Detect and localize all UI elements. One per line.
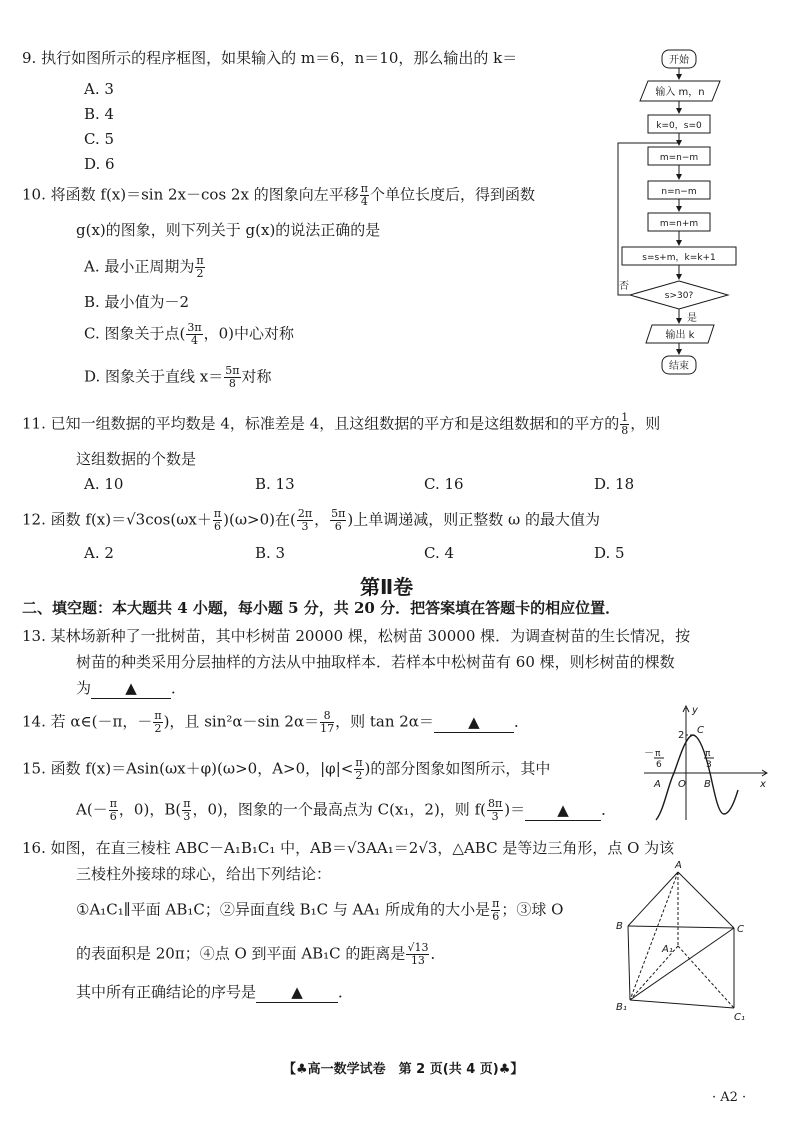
section-heading: 二、填空题：本大题共 4 小题，每小题 5 分，共 20 分．把答案填在答题卡的相应位置． [22, 599, 621, 617]
q9-stem: 9. 执行如图所示的程序框图，如果输入的 m＝6，n＝10，那么输出的 k＝ [22, 49, 518, 67]
flow-input-text: 输入 m，n [655, 87, 705, 98]
footer-text: 【♣高一数学试卷 第 2 页(共 4 页)♣】 [283, 1062, 524, 1077]
graph-b-den: 3 [706, 760, 712, 770]
q12-frac1 [213, 508, 222, 533]
footer-code: · A2 · [712, 1090, 747, 1105]
q15-answer-blank[interactable] [525, 800, 601, 821]
q15-b-num: π [183, 797, 191, 810]
q16-line2: 三棱柱外接球的球心，给出下列结论： [76, 865, 332, 883]
q10-option-b: B. 最小值为－2 [84, 293, 190, 311]
q15-line2-e: ． [601, 800, 617, 819]
graph-neg-sign: － [644, 748, 654, 759]
q15-line2-d: )＝ [504, 800, 526, 819]
graph-point-b: B [704, 779, 711, 790]
q14-frac2 [320, 710, 334, 735]
q15-c-num: 8π [487, 797, 503, 810]
q12-stem-b: )(ω>0)在( [223, 510, 296, 529]
q15-stem-a: 15. 函数 f(x)＝Asin(ωx＋φ)(ω>0，A>0，|φ|< [22, 759, 354, 778]
q15-line2-b: ，0)，B( [118, 800, 182, 819]
q12-option-c: C. 4 [424, 544, 455, 562]
flow-step2-text: n=n−m [661, 187, 697, 197]
q11-option-c: C. 16 [424, 475, 464, 493]
flow-cond-text: s>30? [664, 291, 694, 301]
q13-line2: 树苗的种类采用分层抽样的方法从中抽取样本．若样本中松树苗有 60 棵，则杉树苗的棵数 [76, 653, 675, 671]
q16-line3-a: ①A₁C₁∥平面 AB₁C；②异面直线 B₁C 与 AA₁ 所成角的大小是 [76, 900, 491, 919]
q13-line3-b: ． [171, 679, 187, 697]
graph-a-num: π [655, 749, 661, 759]
q16-blank-mark: ▲ [291, 983, 303, 1001]
q16-l3-den: 6 [492, 910, 500, 923]
q14-stem-a: 14. 若 α∈(－π，－ [22, 712, 153, 731]
q11-option-d: D. 18 [594, 475, 635, 493]
q16-answer-blank[interactable] [256, 982, 338, 1003]
graph-x-label: x [760, 779, 766, 790]
q12-f3-den: 6 [334, 520, 342, 533]
q10-optC-text-b: ，0)中心对称 [203, 324, 294, 343]
prism-label-c: C [737, 924, 744, 935]
q12-option-a: A. 2 [84, 544, 114, 562]
prism-label-b: B [616, 921, 623, 932]
q16-line5-a: 其中所有正确结论的序号是 [76, 983, 257, 1001]
q11-frac-num: 1 [621, 411, 629, 424]
q16-l4-num: √13 [407, 941, 429, 954]
q10-option-a [84, 255, 206, 280]
q12-option-b: B. 3 [255, 544, 286, 562]
q14-answer-blank[interactable] [434, 712, 514, 733]
q11-frac-den: 8 [621, 424, 629, 437]
q14-stem-d: ． [513, 712, 529, 731]
q10-stem-a: 10. 将函数 f(x)＝sin 2x－cos 2x 的图象向左平移 [22, 185, 359, 204]
flow-end-text: 结束 [669, 361, 689, 372]
q13-answer-blank[interactable] [91, 678, 171, 699]
q12-f3-num: 5π [331, 507, 346, 520]
q14-g-num: 8 [320, 710, 334, 723]
q10-option-c [84, 322, 294, 347]
q11-option-b: B. 13 [255, 475, 295, 493]
q10-optC-fraction [186, 322, 202, 347]
prism-label-c1: C₁ [734, 1012, 745, 1023]
q12-f2-den: 3 [301, 520, 309, 533]
q11-stem-line2: 这组数据的个数是 [76, 450, 197, 468]
q15-frac [354, 757, 363, 782]
q15-stem-b: )的部分图象如图所示，其中 [364, 759, 551, 778]
q14-frac1 [153, 710, 162, 735]
q14-g-den: 17 [320, 722, 335, 735]
graph-point-c: C [697, 725, 704, 736]
q12-f1-den: 6 [214, 520, 221, 533]
q15-a-frac [109, 798, 118, 823]
prism-label-b1: B₁ [616, 1002, 627, 1013]
q10-optD-text-a: D. 图象关于直线 x＝ [84, 367, 224, 386]
q10-option-d [84, 365, 272, 390]
q10-optA-den: 2 [196, 267, 204, 280]
q10-optC-num: 3π [187, 321, 202, 334]
sine-graph [640, 700, 770, 825]
q12-f1-num: π [213, 507, 222, 520]
flowchart-diagram [612, 45, 762, 385]
q14-f-num: π [154, 709, 162, 722]
q12-stem [22, 508, 600, 533]
q12-stem-c: ， [314, 510, 330, 529]
q10-optC-text-a: C. 图象关于点( [84, 324, 186, 343]
q10-optC-den: 4 [190, 334, 198, 347]
q10-stem [22, 183, 535, 208]
q10-optD-fraction [224, 365, 240, 390]
q16-line4-a: 的表面积是 20π；④点 O 到平面 AB₁C 的距离是 [76, 944, 406, 963]
edge-ac [678, 872, 734, 928]
q16-line4-b: ． [430, 944, 446, 963]
q12-frac2 [297, 508, 313, 533]
q10-shift-den: 4 [360, 195, 368, 208]
q9-option-a: A. 3 [84, 80, 114, 98]
flow-init-text: k=0，s=0 [656, 121, 702, 131]
q14-f-den: 2 [154, 722, 162, 735]
graph-a-den: 6 [656, 760, 662, 770]
edge-a1c1 [678, 946, 734, 1008]
q14-stem-b: )，且 sin²α－sin 2α＝ [163, 712, 320, 731]
q13-line1: 13. 某林场新种了一批树苗，其中杉树苗 20000 棵，松树苗 30000 棵．为调查树苗的生长情况，按 [22, 627, 691, 645]
q16-line5-b: ． [338, 983, 354, 1001]
flow-step4-text: s=s+m，k=k+1 [642, 253, 716, 263]
q15-line2-c: ，0)，图象的一个最高点为 C(x₁，2)，则 f( [192, 800, 486, 819]
prism-diagram [608, 858, 758, 1023]
q10-stem-b: 个单位长度后，得到函数 [369, 185, 535, 204]
section-title: 第Ⅱ卷 [360, 575, 414, 599]
q13-line3-a: 为 [76, 679, 92, 697]
flow-no-label: 否 [619, 281, 629, 292]
q12-stem-a: 12. 函数 f(x)＝√3cos(ωx＋ [22, 510, 212, 529]
q11-stem [22, 412, 660, 437]
q15-a-num: π [109, 797, 117, 810]
q15-a-den: 6 [109, 810, 117, 823]
q10-stem-line2: g(x)的图象，则下列关于 g(x)的说法正确的是 [76, 221, 381, 239]
q10-optD-num: 5π [225, 364, 240, 377]
q16-l3-frac [491, 898, 500, 923]
graph-b-num: π [705, 749, 711, 759]
q10-optA-num: π [196, 254, 204, 267]
flow-step1-text: m=n−m [659, 153, 699, 163]
q10-optD-text-b: 对称 [241, 367, 272, 386]
prism-label-a1: A₁ [662, 944, 673, 955]
q10-shift-fraction [360, 183, 369, 208]
q16-line1: 16. 如图，在直三棱柱 ABC－A₁B₁C₁ 中，AB＝√3AA₁＝2√3，△ABC 是等边三角形，点 O 为该 [22, 839, 675, 857]
q10-optA-text: A. 最小正周期为 [84, 257, 195, 276]
q15-blank-mark: ▲ [557, 800, 569, 819]
q15-c-den: 3 [491, 810, 499, 823]
q16-line4 [76, 942, 445, 967]
diag-b1c [630, 928, 734, 1000]
graph-origin: O [678, 779, 686, 790]
q12-option-d: D. 5 [594, 544, 625, 562]
q16-l4-frac [406, 942, 429, 967]
q13-line3 [76, 678, 186, 699]
q14-stem [22, 710, 529, 735]
edge-b1c1 [630, 1000, 734, 1008]
edge-ab [628, 872, 678, 926]
q10-shift-num: π [360, 182, 368, 195]
diag-ab1 [630, 872, 678, 1000]
q10-optA-fraction [195, 255, 204, 280]
graph-max-label: 2 [678, 730, 685, 741]
q10-optD-den: 8 [228, 377, 236, 390]
q11-stem-a: 11. 已知一组数据的平均数是 4，标准差是 4，且这组数据的平方和是这组数据和的平方的 [22, 414, 620, 433]
q15-f-den: 2 [355, 769, 363, 782]
sine-curve [656, 735, 738, 820]
q11-fraction [620, 412, 629, 437]
q15-b-frac [182, 798, 191, 823]
graph-point-a: A [654, 779, 661, 790]
edge-bb1 [628, 926, 630, 1000]
q12-stem-d: )上单调递减，则正整数 ω 的最大值为 [347, 510, 600, 529]
q13-blank-mark: ▲ [125, 679, 137, 697]
q15-line2 [76, 798, 616, 823]
edge-bc [628, 926, 734, 928]
flow-step3-text: m=n+m [659, 219, 699, 229]
q16-l4-den: 13 [410, 954, 425, 967]
q11-option-a: A. 10 [84, 475, 124, 493]
q15-c-frac [487, 798, 503, 823]
q14-stem-c: ，则 tan 2α＝ [335, 712, 434, 731]
prism-label-a: A [675, 860, 682, 871]
q16-line3-b: ；③球 O [501, 900, 564, 919]
q16-l3-num: π [492, 897, 500, 910]
q14-blank-mark: ▲ [468, 712, 480, 731]
q11-stem-b: ，则 [630, 414, 661, 433]
graph-y-label: y [692, 705, 698, 716]
q15-stem [22, 757, 550, 782]
q16-line3 [76, 898, 563, 923]
flow-start-text: 开始 [669, 55, 689, 66]
flow-output-text: 输出 k [665, 330, 695, 341]
q15-line2-a: A(－ [76, 800, 108, 819]
q9-option-d: D. 6 [84, 155, 115, 173]
q12-frac3 [330, 508, 346, 533]
q16-line5 [76, 982, 353, 1003]
q12-f2-num: 2π [297, 507, 313, 520]
flow-yes-label: 是 [687, 313, 697, 324]
q15-f-num: π [355, 756, 363, 769]
q9-option-b: B. 4 [84, 105, 115, 123]
q15-b-den: 3 [183, 810, 191, 823]
q9-option-c: C. 5 [84, 130, 115, 148]
